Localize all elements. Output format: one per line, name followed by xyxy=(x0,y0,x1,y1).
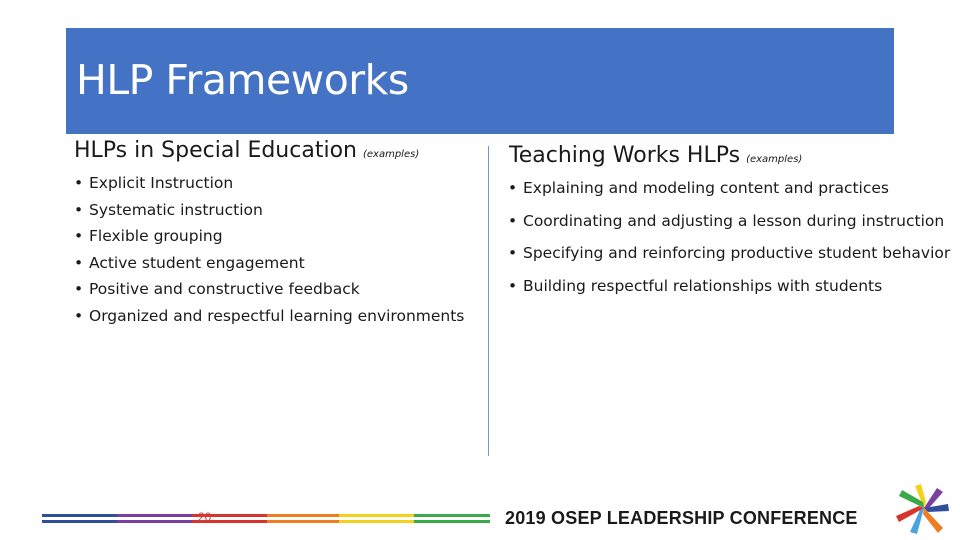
list-item: • Active student engagement xyxy=(74,250,464,277)
conference-name: 2019 OSEP LEADERSHIP CONFERENCE xyxy=(505,508,858,528)
stripe-segment xyxy=(414,514,490,517)
title-bar xyxy=(66,28,894,134)
right-bullet-list xyxy=(508,175,951,305)
list-item: • Coordinating and adjusting a lesson during instruction xyxy=(508,208,908,235)
left-bullet-list xyxy=(74,170,464,330)
left-heading-note: (examples) xyxy=(362,149,420,160)
stripe-segment xyxy=(267,514,339,517)
right-heading-text: Teaching Works HLPs xyxy=(509,143,741,168)
stripe-segment xyxy=(42,520,117,523)
color-stripe xyxy=(42,514,490,526)
list-item: • Building respectful relationships with students xyxy=(508,273,908,300)
stripe-segment xyxy=(117,514,192,517)
stripe-segment xyxy=(414,520,490,523)
stripe-segment xyxy=(339,520,414,523)
list-item: • Organized and respectful learning environments xyxy=(74,303,464,330)
left-column-heading xyxy=(74,138,419,163)
right-heading-note: (examples) xyxy=(746,154,803,165)
left-heading-text: HLPs in Special Education xyxy=(74,138,357,163)
list-item: • Specifying and reinforcing productive student behavior xyxy=(508,240,908,267)
list-item: • Flexible grouping xyxy=(74,223,464,250)
list-item: • Explaining and modeling content and practices xyxy=(508,175,908,202)
stripe-segment xyxy=(339,514,414,517)
slide-title: HLP Frameworks xyxy=(76,56,409,104)
stripe-segment xyxy=(117,520,192,523)
right-column-heading xyxy=(509,143,802,168)
column-divider xyxy=(488,146,489,456)
stripe-segment xyxy=(267,520,339,523)
hands-logo-icon xyxy=(893,478,955,538)
list-item: • Systematic instruction xyxy=(74,197,464,224)
list-item: • Explicit Instruction xyxy=(74,170,464,197)
stripe-segment xyxy=(42,514,117,517)
list-item: • Positive and constructive feedback xyxy=(74,276,464,303)
page-number: 20 xyxy=(198,510,212,524)
